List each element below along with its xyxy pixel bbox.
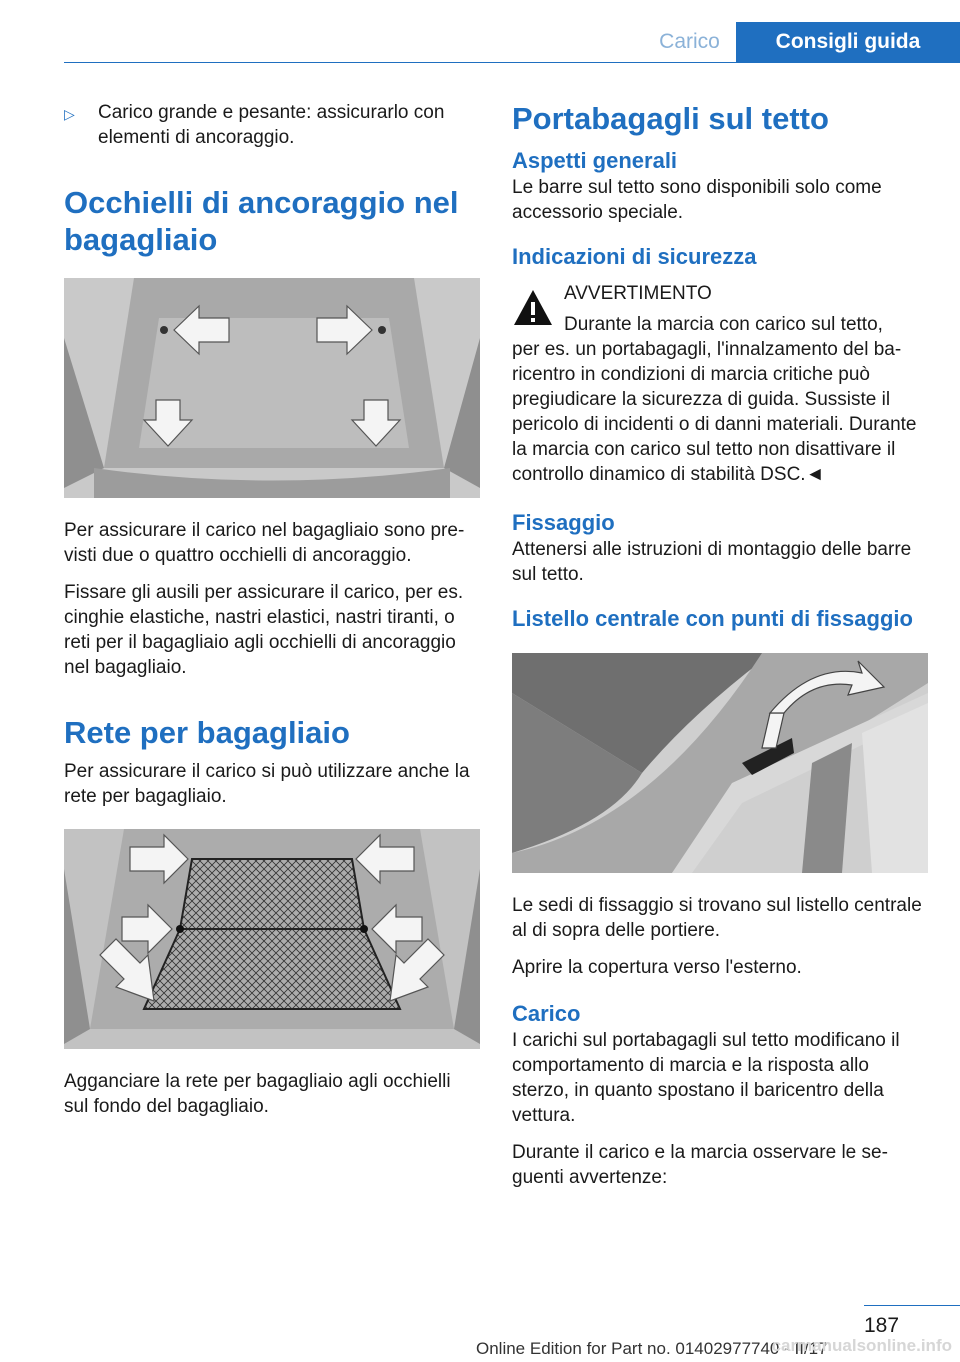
strip-paragraph-2: Aprire la copertura verso l'esterno. bbox=[512, 957, 802, 978]
warning-block bbox=[512, 281, 928, 337]
load-paragraph-1: I carichi sul portabagagli sul tetto modificano il comportamento di marcia e la risposta allo sterzo, in quanto spostano il baricentro della vettura. bbox=[512, 1030, 900, 1126]
edition-text: Online Edition for Part no. 01402977740 - II/17 bbox=[476, 1339, 828, 1358]
header-section-tab: Carico bbox=[659, 30, 720, 53]
luggage-net-paragraph-1: Per assicurare il carico si può utilizzare anche la rete per bagagliaio. bbox=[64, 761, 470, 807]
bullet-text: Carico grande e pesante: assicurarlo con elementi di ancoraggio. bbox=[98, 102, 445, 148]
subtitle-fixing: Fissaggio bbox=[512, 510, 615, 535]
anchor-eyes-paragraph-1: Per assicurare il carico nel bagagliaio sono previsti due o quattro occhielli di ancoraggio. bbox=[64, 520, 465, 566]
triangle-bullet-icon: ▷ bbox=[64, 106, 75, 122]
subtitle-general: Aspetti generali bbox=[512, 148, 678, 173]
warning-first-line: Durante la marcia con carico sul tetto, bbox=[564, 314, 883, 335]
header-rule bbox=[64, 62, 960, 63]
section-title-roof-rack: Portabagagli sul tetto bbox=[512, 101, 829, 136]
luggage-net-paragraph-2: Agganciare la rete per bagagliaio agli occhielli sul fondo del bagagliaio. bbox=[64, 1071, 451, 1117]
watermark: carmanualsonline.info bbox=[771, 1336, 952, 1355]
fixing-paragraph: Attenersi alle istruzioni di montaggio delle barre sul tetto. bbox=[512, 539, 912, 585]
page-number: 187 bbox=[864, 1314, 900, 1337]
bullet-item bbox=[64, 100, 480, 150]
general-paragraph: Le barre sul tetto sono disponibili solo come accessorio speciale. bbox=[512, 177, 882, 223]
footer-rule bbox=[864, 1305, 960, 1306]
warning-text: per es. un portabagagli, l'innalzamento del baricentro in condizioni di marcia critiche può pregiudicare la sicurezza di guida. Sussiste il pericolo di incidenti o di danni materiali. Durante la marcia con carico sul tetto non disattivare il controllo dinamico di stabilità DSC.◄ bbox=[512, 339, 917, 485]
section-title-anchor-eyes: Occhielli di ancoraggio nel bagagliaio bbox=[64, 185, 459, 257]
left-column bbox=[64, 100, 480, 1131]
subtitle-load: Carico bbox=[512, 1001, 581, 1026]
luggage-net-image bbox=[64, 829, 480, 1049]
right-column bbox=[512, 100, 928, 1202]
header-chapter-tab: Consigli guida bbox=[736, 22, 960, 62]
strip-paragraph-1: Le sedi di fissaggio si trovano sul listello centrale al di sopra delle portiere. bbox=[512, 895, 922, 941]
load-paragraph-2: Durante il carico e la marcia osservare le seguenti avvertenze: bbox=[512, 1142, 888, 1188]
warning-label: AVVERTIMENTO bbox=[564, 283, 712, 304]
anchor-eyes-paragraph-2: Fissare gli ausili per assicurare il carico, per es. cinghie elastiche, nastri elastici, nastri tiranti, o reti per il bagagliaio agli occhielli di ancoraggio nel bagagliaio. bbox=[64, 582, 464, 678]
trunk-anchor-eyes-image bbox=[64, 278, 480, 498]
warning-triangle-icon bbox=[512, 287, 554, 329]
subtitle-central-strip: Listello centrale con punti di fissaggio bbox=[512, 606, 913, 631]
subtitle-safety: Indicazioni di sicurezza bbox=[512, 244, 757, 269]
section-title-luggage-net: Rete per bagagliaio bbox=[64, 715, 350, 750]
roof-strip-image bbox=[512, 653, 928, 873]
